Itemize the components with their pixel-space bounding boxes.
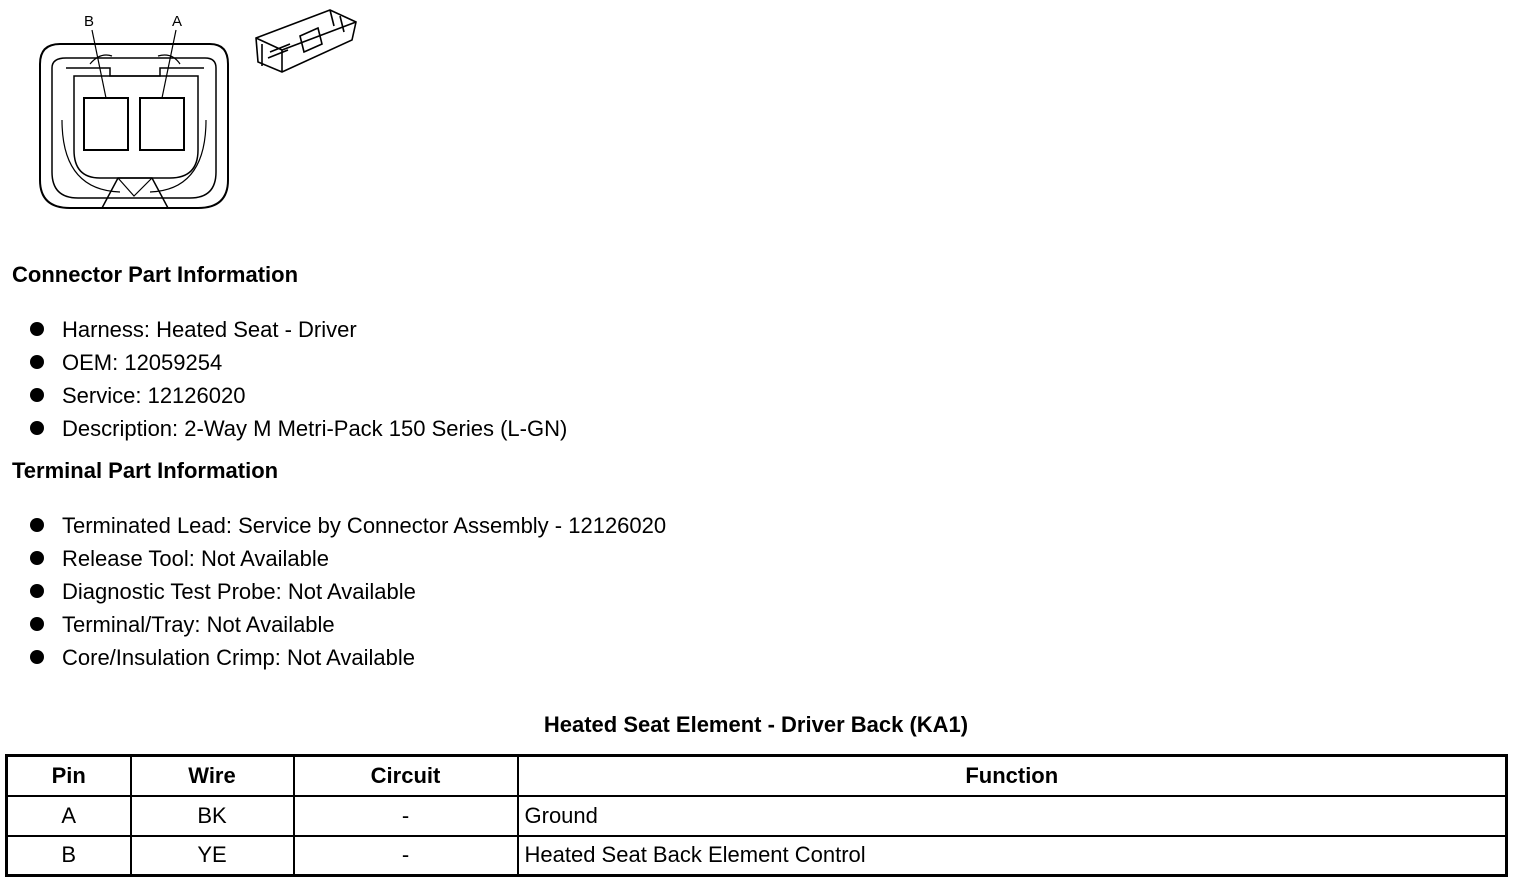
cell-pin: B [7, 836, 131, 876]
bullet-icon [30, 518, 44, 532]
cell-circuit: - [294, 836, 518, 876]
list-item: Release Tool: Not Available [30, 542, 666, 575]
bullet-icon [30, 650, 44, 664]
connector-section-title: Connector Part Information [12, 262, 299, 287]
list-item: Core/Insulation Crimp: Not Available [30, 641, 666, 674]
bullet-icon [30, 355, 44, 369]
cell-pin: A [7, 796, 131, 836]
bullet-icon [30, 322, 44, 336]
cell-wire: BK [131, 796, 294, 836]
table-title: Heated Seat Element - Driver Back (KA1) [543, 712, 969, 737]
bullet-icon [30, 617, 44, 631]
cell-circuit: - [294, 796, 518, 836]
terminal-section-title: Terminal Part Information [12, 458, 279, 483]
table-row [7, 836, 1507, 876]
bullet-icon [30, 421, 44, 435]
bullet-icon [30, 551, 44, 565]
header-circuit: Circuit [294, 756, 518, 796]
list-item: Description: 2-Way M Metri-Pack 150 Series (L-GN) [30, 412, 567, 445]
header-function: Function [518, 756, 1507, 796]
cell-wire: YE [131, 836, 294, 876]
connector-info-list [30, 313, 567, 445]
table-row [7, 796, 1507, 836]
list-item: OEM: 12059254 [30, 346, 567, 379]
list-item: Diagnostic Test Probe: Not Available [30, 575, 666, 608]
connector-diagram [0, 0, 380, 225]
header-pin: Pin [7, 756, 131, 796]
table-header-row [7, 756, 1507, 796]
pin-label-a: A [172, 13, 183, 30]
cell-function: Ground [518, 796, 1507, 836]
header-wire: Wire [131, 756, 294, 796]
list-item: Service: 12126020 [30, 379, 567, 412]
pin-label-b: B [84, 13, 95, 30]
list-item: Harness: Heated Seat - Driver [30, 313, 567, 346]
connector-3d-icon [256, 10, 356, 72]
cell-function: Heated Seat Back Element Control [518, 836, 1507, 876]
terminal-info-list [30, 509, 666, 674]
bullet-icon [30, 584, 44, 598]
list-item: Terminal/Tray: Not Available [30, 608, 666, 641]
list-item: Terminated Lead: Service by Connector Assembly - 12126020 [30, 509, 666, 542]
bullet-icon [30, 388, 44, 402]
pinout-table [5, 754, 1508, 877]
